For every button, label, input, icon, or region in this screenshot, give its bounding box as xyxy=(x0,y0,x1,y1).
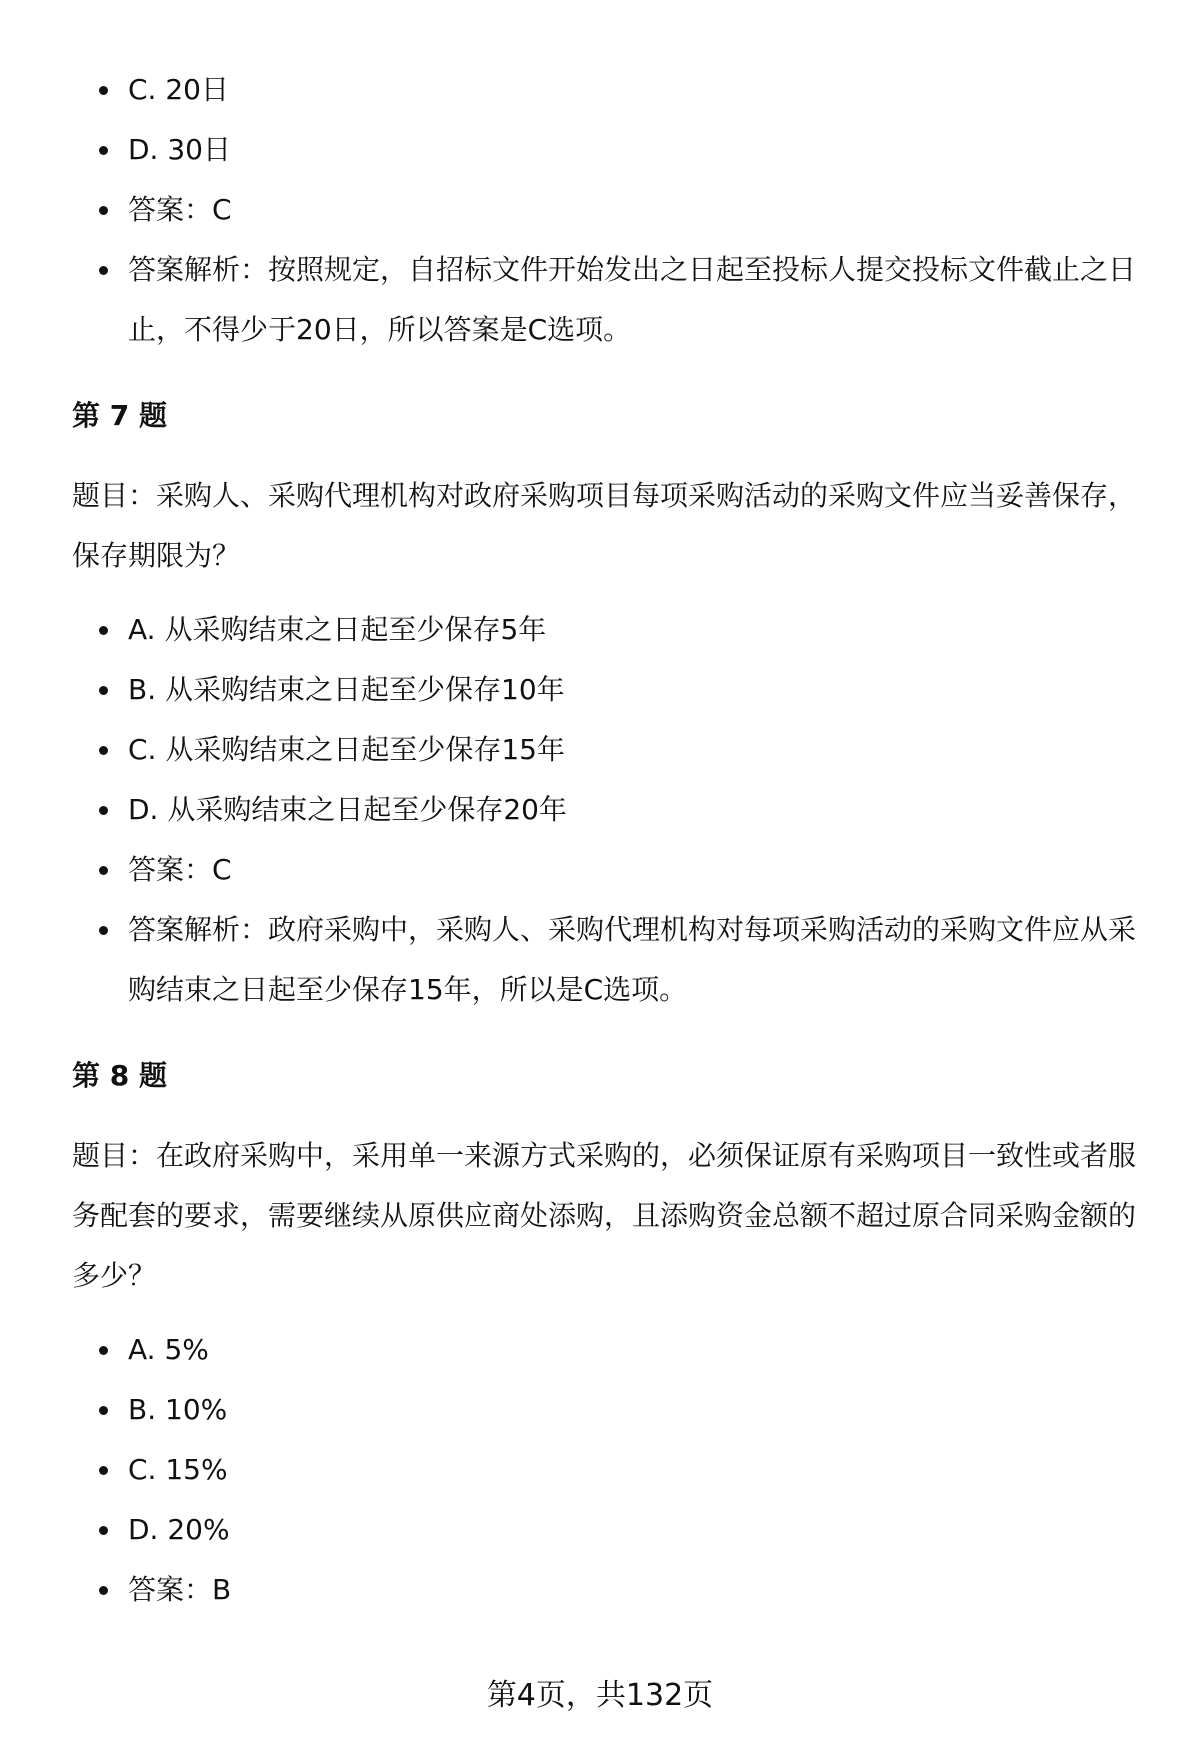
question-6-tail-list xyxy=(72,60,1152,360)
question-7-options-list xyxy=(72,600,1152,1020)
option-b: B. 从采购结束之日起至少保存10年 xyxy=(128,660,1152,720)
option-d: D. 30日 xyxy=(128,120,1152,180)
question-7-stem: 题目：采购人、采购代理机构对政府采购项目每项采购活动的采购文件应当妥善保存，保存期限为？ xyxy=(72,479,1137,572)
question-8-options-list xyxy=(72,1320,1152,1620)
answer: 答案：C xyxy=(128,180,1152,240)
option-d: D. 从采购结束之日起至少保存20年 xyxy=(128,780,1152,840)
question-8-heading: 第 8 题 xyxy=(72,1059,167,1092)
answer: 答案：B xyxy=(128,1560,1152,1620)
option-c: C. 15% xyxy=(128,1440,1152,1500)
page-content xyxy=(72,60,1152,1620)
option-a: A. 5% xyxy=(128,1320,1152,1380)
option-c: C. 从采购结束之日起至少保存15年 xyxy=(128,720,1152,780)
question-7-heading: 第 7 题 xyxy=(72,399,167,432)
answer-explanation: 答案解析：按照规定，自招标文件开始发出之日起至投标人提交投标文件截止之日止，不得少于20日，所以答案是C选项。 xyxy=(128,240,1152,360)
answer: 答案：C xyxy=(128,840,1152,900)
option-d: D. 20% xyxy=(128,1500,1152,1560)
answer-explanation: 答案解析：政府采购中，采购人、采购代理机构对每项采购活动的采购文件应从采购结束之日起至少保存15年，所以是C选项。 xyxy=(128,900,1152,1020)
option-a: A. 从采购结束之日起至少保存5年 xyxy=(128,600,1152,660)
question-8-stem: 题目：在政府采购中，采用单一来源方式采购的，必须保证原有采购项目一致性或者服务配套的要求，需要继续从原供应商处添购，且添购资金总额不超过原合同采购金额的多少？ xyxy=(72,1139,1137,1292)
option-b: B. 10% xyxy=(128,1380,1152,1440)
page-number-footer: 第4页，共132页 xyxy=(486,1678,714,1713)
option-c: C. 20日 xyxy=(128,60,1152,120)
